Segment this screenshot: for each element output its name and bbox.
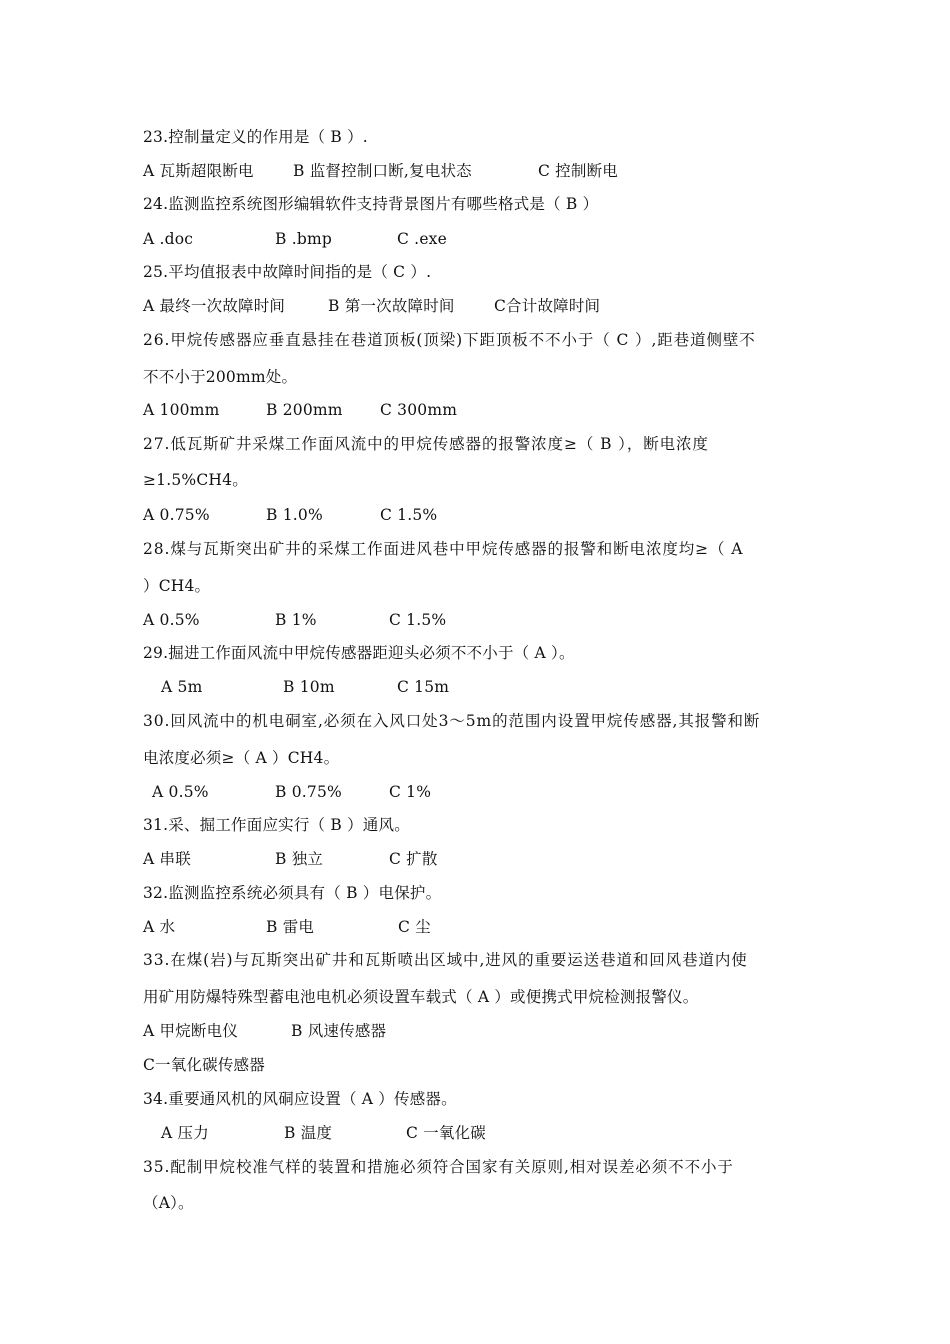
question-25: 25.平均值报表中故障时间指的是（ C ）.	[143, 263, 432, 281]
option-a: A 5m	[161, 678, 203, 696]
question-27-line-2: ≥1.5%CH4。	[143, 471, 248, 489]
question-23-options	[143, 161, 813, 181]
option-a: A .doc	[143, 230, 194, 248]
option-a: A 瓦斯超限断电	[143, 162, 254, 180]
option-b: B 10m	[283, 678, 335, 696]
option-c: C .exe	[397, 230, 448, 248]
option-b: B 200mm	[266, 401, 343, 419]
question-23: 23.控制量定义的作用是（ B ）.	[143, 128, 368, 146]
option-a: A 最终一次故障时间	[143, 297, 286, 315]
option-c: C 1.5%	[380, 506, 438, 524]
option-c: C 1%	[389, 783, 432, 801]
question-24: 24.监测监控系统图形编辑软件支持背景图片有哪些格式是（ B ）	[143, 195, 599, 213]
option-b: B 0.75%	[275, 783, 342, 801]
question-28-line-2: ）CH4。	[143, 577, 211, 595]
option-b: B 监督控制口断,复电状态	[293, 162, 472, 180]
option-b: B 温度	[284, 1124, 333, 1142]
question-26-options	[143, 400, 813, 420]
option-b: B 1.0%	[266, 506, 323, 524]
option-c: C 扩散	[389, 850, 438, 868]
option-c: C 300mm	[380, 401, 458, 419]
question-24-options	[143, 229, 813, 249]
question-35-line-1: 35.配制甲烷校准气样的装置和措施必须符合国家有关原则,相对误差必须不不小于	[143, 1158, 734, 1176]
option-b: B 雷电	[266, 918, 315, 936]
option-c: C 尘	[398, 918, 431, 936]
question-31: 31.采、掘工作面应实行（ B ）通风。	[143, 816, 410, 834]
option-a: A 甲烷断电仪	[143, 1022, 239, 1040]
question-31-options	[143, 849, 813, 869]
option-c: C 1.5%	[389, 611, 447, 629]
option-c: C合计故障时间	[494, 297, 601, 315]
question-29: 29.掘进工作面风流中甲烷传感器距迎头必须不不小于（ A ）。	[143, 644, 575, 662]
option-c: C 控制断电	[538, 162, 618, 180]
option-b: B 第一次故障时间	[328, 297, 455, 315]
question-30-line-2: 电浓度必须≥（ A ）CH4。	[143, 749, 340, 767]
question-33-line-2: 用矿用防爆特殊型蓄电池电机必须设置车载式（ A ）或便携式甲烷检测报警仪。	[143, 988, 699, 1006]
option-a: A 水	[143, 918, 176, 936]
option-a: A 压力	[161, 1124, 209, 1142]
option-a: A 0.5%	[143, 611, 200, 629]
option-c: C 15m	[397, 678, 450, 696]
question-26-line-2: 不不小于200mm处。	[143, 368, 298, 386]
question-30-line-1: 30.回风流中的机电硐室,必须在入风口处3～5m的范围内设置甲烷传感器,其报警和断	[143, 712, 761, 730]
question-26-line-1: 26.甲烷传感器应垂直悬挂在巷道顶板(顶梁)下距顶板不不小于（ C ）,距巷道侧壁不	[143, 331, 756, 349]
option-b: B 独立	[275, 850, 324, 868]
question-28-line-1: 28.煤与瓦斯突出矿井的采煤工作面进风巷中甲烷传感器的报警和断电浓度均≥（ A	[143, 540, 744, 558]
question-28-options	[143, 610, 813, 630]
question-33-options	[143, 1021, 813, 1041]
question-33-option-c: C一氧化碳传感器	[143, 1056, 265, 1074]
question-32: 32.监测监控系统必须具有（ B ）电保护。	[143, 884, 442, 902]
question-34-options	[143, 1123, 813, 1143]
option-a: A 0.75%	[143, 506, 210, 524]
question-32-options	[143, 917, 813, 937]
option-a: A 串联	[143, 850, 191, 868]
question-35-line-2: （A）。	[143, 1194, 194, 1212]
question-30-options	[143, 782, 813, 802]
option-c: C 一氧化碳	[406, 1124, 486, 1142]
option-a: A 100mm	[143, 401, 220, 419]
option-a: A 0.5%	[152, 783, 209, 801]
question-34: 34.重要通风机的风硐应设置（ A ）传感器。	[143, 1090, 457, 1108]
option-b: B 风速传感器	[291, 1022, 387, 1040]
option-b: B .bmp	[275, 230, 332, 248]
question-29-options	[143, 677, 813, 697]
question-27-line-1: 27.低瓦斯矿井采煤工作面风流中的甲烷传感器的报警浓度≥（ B ），断电浓度	[143, 435, 709, 453]
question-27-options	[143, 505, 813, 525]
option-b: B 1%	[275, 611, 317, 629]
question-25-options	[143, 296, 813, 316]
question-33-line-1: 33.在煤(岩)与瓦斯突出矿井和瓦斯喷出区域中,进风的重要运送巷道和回风巷道内使	[143, 951, 748, 969]
